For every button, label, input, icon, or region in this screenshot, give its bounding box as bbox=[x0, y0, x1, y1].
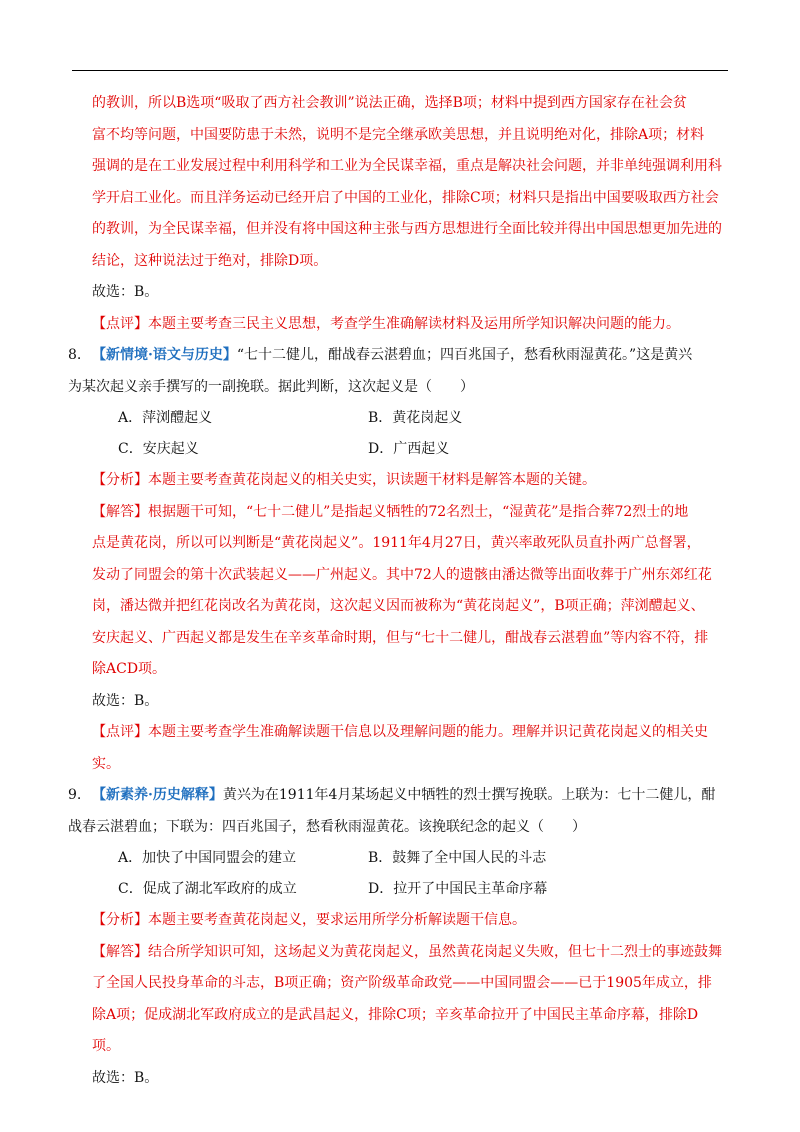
solution-tag: 【解答】 bbox=[92, 943, 148, 960]
question-stem bbox=[92, 340, 734, 372]
text-line: 强调的是在工业发展过程中利用科学和工业为全民谋幸福，重点是解决社会问题，并非单纯强调利用科 bbox=[92, 158, 722, 174]
analysis-tag: 【分析】 bbox=[92, 912, 148, 928]
analysis-text: 本题主要考查黄花岗起义，要求运用所学分析解读题干信息。 bbox=[148, 912, 526, 928]
stem-text: “七十二健儿，酣战春云湛碧血；四百兆国子，愁看秋雨湿黄花。”这是黄兴 bbox=[236, 347, 693, 363]
comment-text: 本题主要考查三民主义思想，考查学生准确解读材料及运用所学知识解决问题的能力。 bbox=[148, 315, 680, 332]
text-line: 的教训，为全民谋幸福，但并没有将中国这种主张与西方思想进行全面比较并得出中国思想更加先进的 bbox=[92, 221, 722, 237]
option-d: D．广西起义 bbox=[368, 441, 450, 457]
text-line: 岗，潘达微并把红花岗改名为黄花岗，这次起义因而被称为“黄花岗起义”，B项正确；萍浏醴起义、 bbox=[92, 598, 705, 614]
answer-q9: 故选：B。 bbox=[92, 1069, 159, 1086]
option-d: D．拉开了中国民主革命序幕 bbox=[368, 881, 548, 897]
solution-text: 根据题干可知，“七十二健儿”是指起义牺牲的72名烈士，“湿黄花”是指合葬72烈士的地 bbox=[148, 503, 689, 520]
solution-text: 结合所学知识可知，这场起义为黄花岗起义，虽然黄花岗起义失败，但七十二烈士的事迹鼓舞 bbox=[148, 943, 722, 960]
option-c: C．促成了湖北军政府的成立 bbox=[118, 881, 297, 897]
analysis-text: 本题主要考查黄花岗起义的相关史实，识读题干材料是解答本题的关键。 bbox=[148, 472, 596, 488]
stem-line: 战春云湛碧血；下联为：四百兆国子，愁看秋雨湿黄花。该挽联纪念的起义（ ） bbox=[68, 818, 586, 835]
solution-q8 bbox=[92, 497, 734, 686]
comment-text: 本题主要考查学生准确解读题干信息以及理解问题的能力。理解并识记黄花岗起义的相关史实。 bbox=[92, 724, 708, 772]
header-rule bbox=[72, 70, 728, 71]
option-c: C．安庆起义 bbox=[118, 441, 199, 457]
question-tag: 【新素养·历史解释】 bbox=[92, 787, 223, 803]
option-b: B．鼓舞了全中国人民的斗志 bbox=[368, 850, 547, 866]
text-line bbox=[92, 937, 734, 969]
text-line: 项。 bbox=[92, 1038, 120, 1054]
question-9 bbox=[68, 780, 734, 843]
comment-q8 bbox=[92, 717, 734, 780]
text-line: 的教训，所以B选项“吸取了西方社会教训”说法正确，选择B项；材料中提到西方国家存在社会贫 bbox=[92, 95, 687, 111]
text-line: 安庆起义、广西起义都是发生在辛亥革命时期，但与“七十二健儿，酣战春云湛碧血”等内容不符，排 bbox=[92, 629, 709, 646]
option-b: B．黄花岗起义 bbox=[368, 410, 463, 426]
analysis-q9 bbox=[92, 905, 734, 937]
prev-comment bbox=[92, 309, 734, 341]
question-8 bbox=[68, 340, 734, 403]
analysis-q8 bbox=[92, 465, 734, 497]
text-line: 富不均等问题，中国要防患于未然，说明不是完全继承欧美思想，并且说明绝对化，排除A项；材料 bbox=[92, 126, 705, 143]
comment-tag: 【点评】 bbox=[92, 724, 148, 740]
option-a: A．萍浏醴起义 bbox=[118, 410, 213, 426]
stem-text: 黄兴为在1911年4月某场起义中牺牲的烈士撰写挽联。上联为：七十二健儿，酣 bbox=[222, 787, 716, 803]
prev-answer: 故选：B。 bbox=[92, 284, 159, 300]
answer-q8: 故选：B。 bbox=[92, 692, 159, 709]
text-line: 除A项；促成湖北军政府成立的是武昌起义，排除C项；辛亥革命拉开了中国民主革命序幕，排除D bbox=[92, 1006, 699, 1023]
analysis-tag: 【分析】 bbox=[92, 472, 148, 488]
text-line: 发动了同盟会的第十次武装起义——广州起义。其中72人的遗骸由潘达微等出面收葬于广州东郊红花 bbox=[92, 566, 712, 583]
solution-tag: 【解答】 bbox=[92, 503, 148, 520]
question-number: 9. bbox=[68, 787, 82, 803]
question-number: 8. bbox=[68, 347, 82, 363]
question-stem bbox=[92, 780, 734, 812]
options-q8 bbox=[92, 403, 734, 465]
stem-line: 为某次起义亲手撰写的一副挽联。据此判断，这次起义是（ ） bbox=[68, 378, 474, 395]
prev-analysis bbox=[92, 88, 734, 277]
options-q9 bbox=[92, 843, 734, 905]
solution-q9 bbox=[92, 937, 734, 1063]
text-line: 点是黄花岗，所以可以判断是“黄花岗起义”。1911年4月27日，黄兴率敢死队员直扑两广总督署， bbox=[92, 535, 701, 551]
comment-tag: 【点评】 bbox=[92, 315, 148, 332]
option-a: A．加快了中国同盟会的建立 bbox=[118, 850, 297, 866]
text-line: 除ACD项。 bbox=[92, 661, 167, 677]
text-line bbox=[92, 497, 734, 529]
question-tag: 【新情境·语文与历史】 bbox=[92, 347, 237, 363]
document-body bbox=[68, 88, 734, 1094]
text-line: 了全国人民投身革命的斗志，B项正确；资产阶级革命政党——中国同盟会——已于1905年成立，排 bbox=[92, 975, 712, 991]
text-line: 结论，这种说法过于绝对，排除D项。 bbox=[92, 252, 328, 269]
text-line: 学开启工业化。而且洋务运动已经开启了中国的工业化，排除C项；材料只是指出中国要吸取西方社会 bbox=[92, 189, 719, 206]
